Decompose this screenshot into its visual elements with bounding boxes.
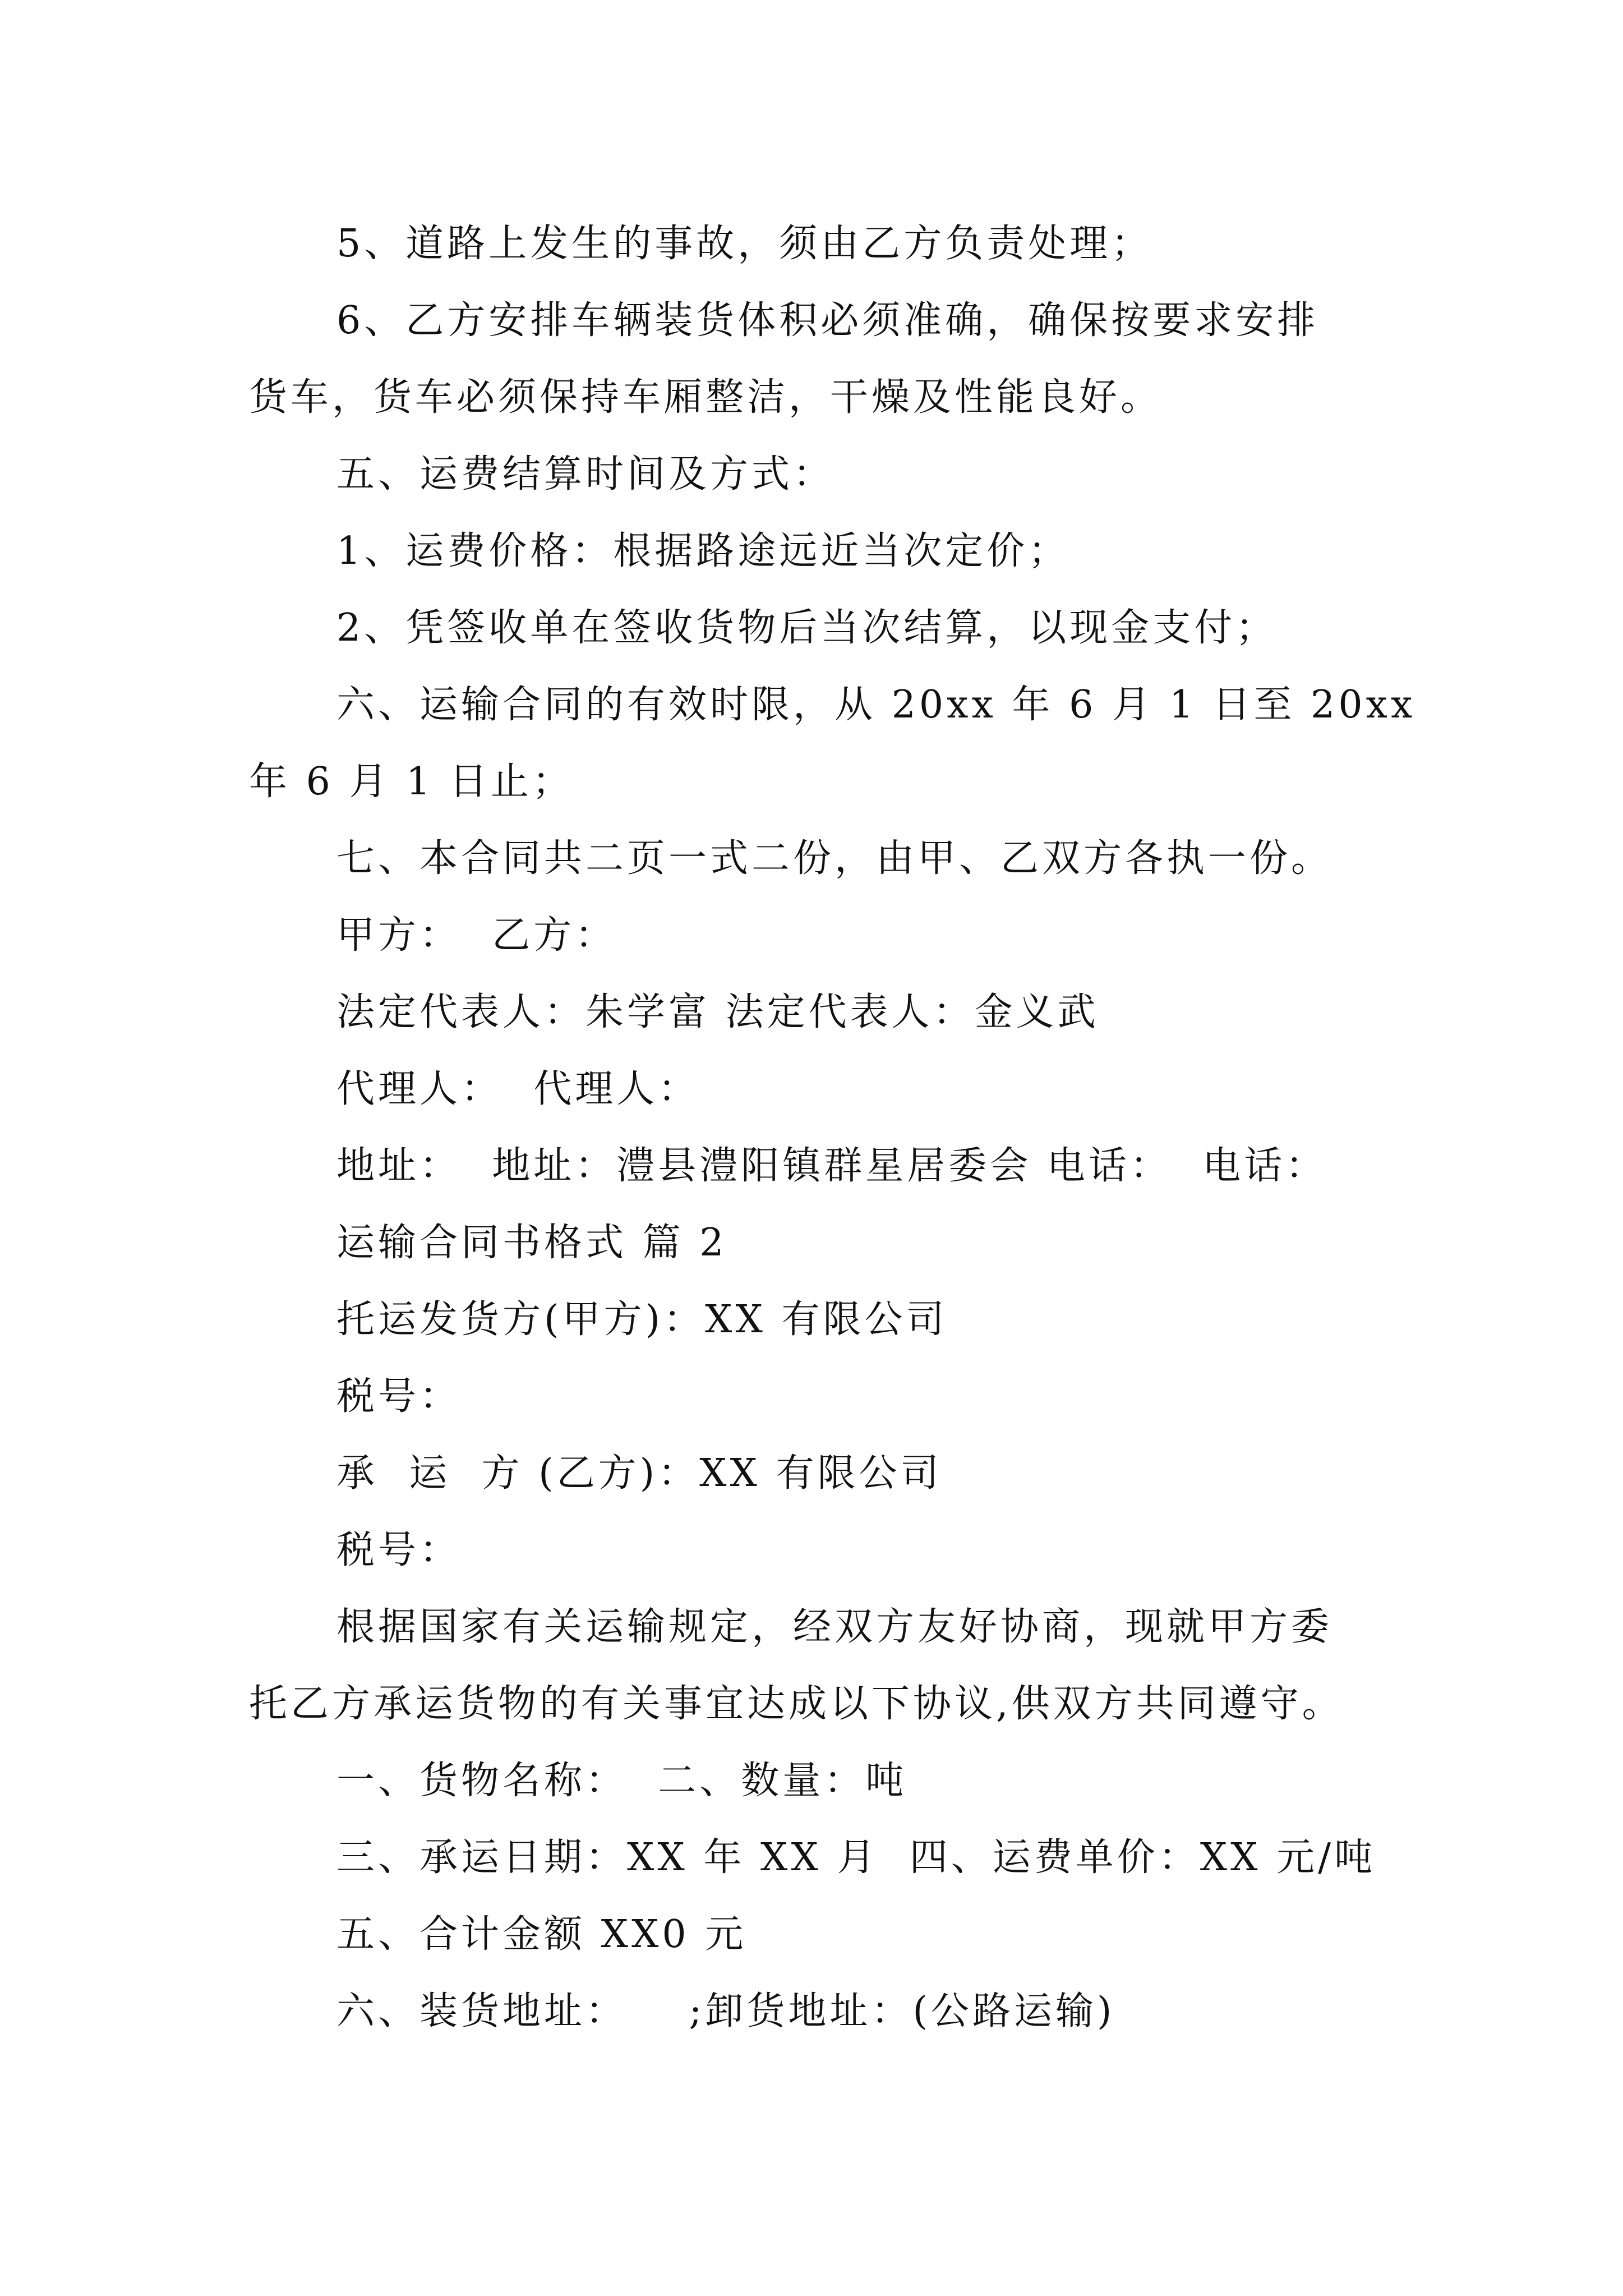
text-line: 税号： bbox=[336, 1374, 462, 1419]
text-line: 税号： bbox=[336, 1528, 462, 1572]
text-line: 5、道路上发生的事故，须由乙方负责处理； bbox=[336, 222, 1153, 266]
text-line: 六、运输合同的有效时限，从 20xx 年 6 月 1 日至 20xx bbox=[336, 683, 1416, 727]
text-line: 五、运费结算时间及方式： bbox=[336, 452, 835, 496]
text-line: 七、本合同共二页一式二份，由甲、乙双方各执一份。 bbox=[336, 836, 1333, 881]
text-line: 1、运费价格：根据路途远近当次定价； bbox=[336, 529, 1070, 573]
text-line: 一、货物名称： 二、数量：吨 bbox=[336, 1759, 907, 1803]
text-line: 三、承运日期：XX 年 XX 月 四、运费单价：XX 元/吨 bbox=[336, 1835, 1376, 1880]
text-line: 6、乙方安排车辆装货体积必须准确，确保按要求安排 bbox=[336, 298, 1319, 343]
text-line: 甲方： 乙方： bbox=[336, 913, 617, 958]
text-line: 地址： 地址：澧县澧阳镇群星居委会 电话： 电话： bbox=[336, 1144, 1327, 1188]
text-line: 六、装货地址： ;卸货地址：(公路运输) bbox=[336, 1989, 1115, 2033]
text-line: 托运发货方(甲方)：XX 有限公司 bbox=[336, 1297, 948, 1342]
text-line: 五、合计金额 XX0 元 bbox=[336, 1912, 747, 1957]
text-line: 货车，货车必须保持车厢整洁，干燥及性能良好。 bbox=[249, 375, 1163, 420]
text-line: 年 6 月 1 日止； bbox=[249, 760, 574, 804]
text-line: 代理人： 代理人： bbox=[336, 1067, 700, 1111]
text-line: 2、凭签收单在签收货物后当次结算，以现金支付； bbox=[336, 606, 1278, 650]
text-line: 承 运 方 (乙方)：XX 有限公司 bbox=[336, 1451, 942, 1496]
text-line: 托乙方承运货物的有关事宜达成以下协议,供双方共同遵守。 bbox=[249, 1682, 1344, 1726]
text-line: 法定代表人：朱学富 法定代表人：金义武 bbox=[336, 990, 1099, 1034]
section-heading: 运输合同书格式 篇 2 bbox=[336, 1221, 727, 1265]
text-line: 根据国家有关运输规定，经双方友好协商，现就甲方委 bbox=[336, 1605, 1333, 1649]
